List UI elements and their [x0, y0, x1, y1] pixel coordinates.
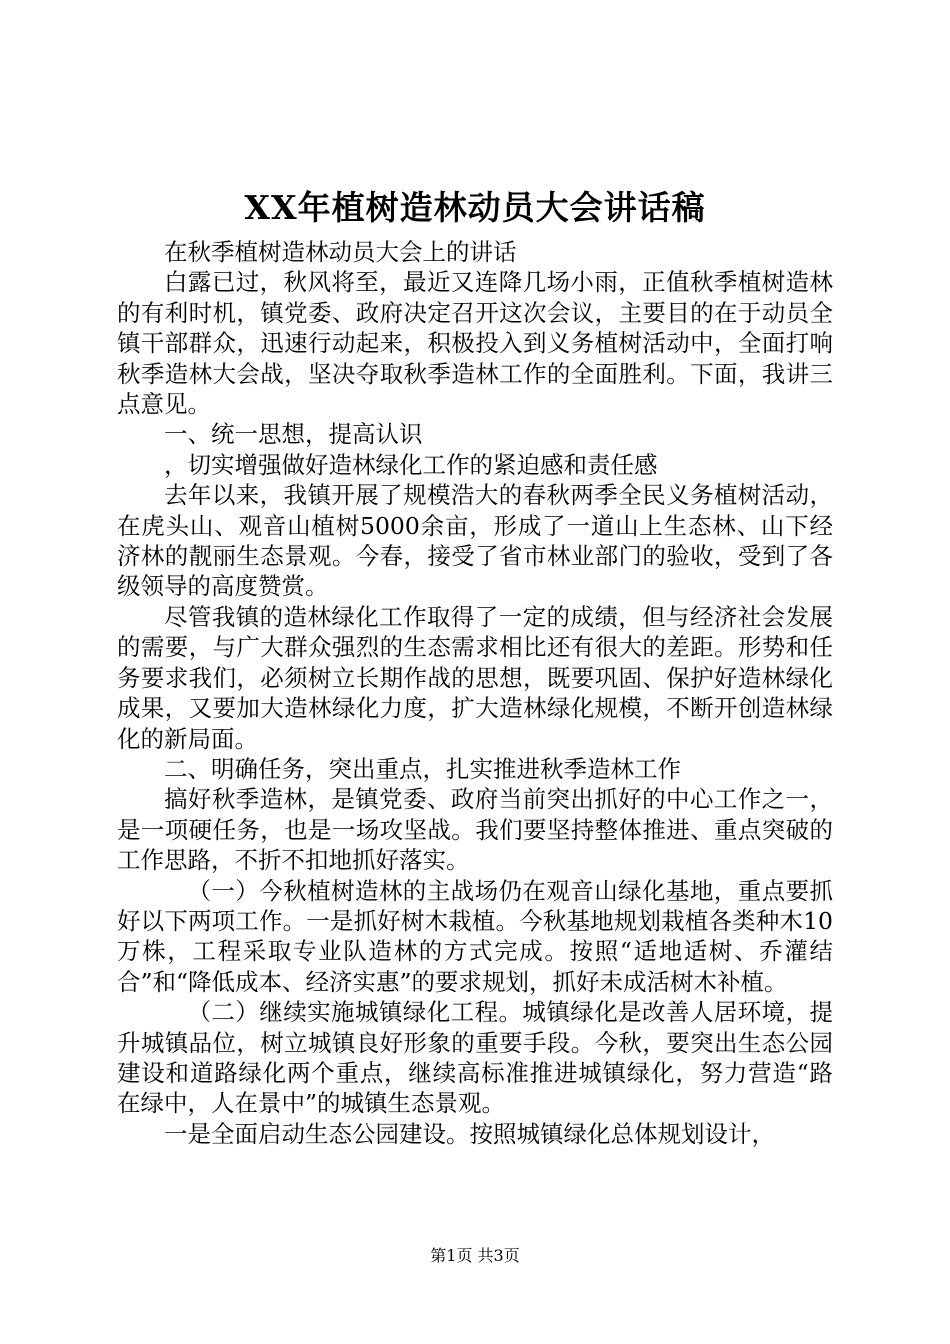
paragraph-achievements: 去年以来，我镇开展了规模浩大的春秋两季全民义务植树活动，在虎头山、观音山植树5000余亩，形成了一道山上生态林、山下经济林的靓丽生态景观。今春，接受了省市林业部门的验收，受到了各级领导的高度赞赏。 [117, 481, 833, 601]
paragraph-item-1: （一）今秋植树造林的主战场仍在观音山绿化基地，重点要抓好以下两项工作。一是抓好树木栽植。今秋基地规划栽植各类种木10万株，工程采取专业队造林的方式完成。按照“适地适树、乔灌结合”和“降低成本、经济实惠”的要求规划，抓好未成活树木补植。 [117, 876, 833, 996]
page-footer: 第1页 共3页 [430, 1246, 520, 1265]
paragraph-park: 一是全面启动生态公园建设。按照城镇绿化总体规划设计， [164, 1119, 775, 1148]
paragraph-subtitle: 在秋季植树造林动员大会上的讲话 [164, 238, 517, 266]
section-heading-1: 一、统一思想，提高认识 [164, 420, 423, 449]
section-heading-1-continuation: ，切实增强做好造林绿化工作的紧迫感和责任感 [164, 450, 658, 479]
paragraph-item-2: （二）继续实施城镇绿化工程。城镇绿化是改善人居环境，提升城镇品位，树立城镇良好形象的重要手段。今秋，要突出生态公园建设和道路绿化两个重点，继续高标准推进城镇绿化，努力营造“路在绿中，人在景中”的城镇生态景观。 [117, 998, 833, 1118]
paragraph-opening: 白露已过，秋风将至，最近又连降几场小雨，正值秋季植树造林的有利时机，镇党委、政府决定召开这次会议，主要目的在于动员全镇干部群众，迅速行动起来，积极投入到义务植树活动中，全面打响秋季造林大会战，坚决夺取秋季造林工作的全面胜利。下面，我讲三点意见。 [117, 268, 833, 419]
section-heading-2: 二、明确任务，突出重点，扎实推进秋季造林工作 [164, 754, 681, 783]
paragraph-task: 搞好秋季造林，是镇党委、政府当前突出抓好的中心工作之一，是一项硬任务，也是一场攻坚战。我们要坚持整体推进、重点突破的工作思路，不折不扣地抓好落实。 [117, 785, 833, 875]
document-title: XX年植树造林动员大会讲话稿 [244, 188, 706, 227]
document-body [117, 237, 833, 1149]
paragraph-gap: 尽管我镇的造林绿化工作取得了一定的成绩，但与经济社会发展的需要，与广大群众强烈的生态需求相比还有很大的差距。形势和任务要求我们，必须树立长期作战的思想，既要巩固、保护好造林绿化成果，又要加大造林绿化力度，扩大造林绿化规模，不断开创造林绿化的新局面。 [117, 602, 833, 753]
